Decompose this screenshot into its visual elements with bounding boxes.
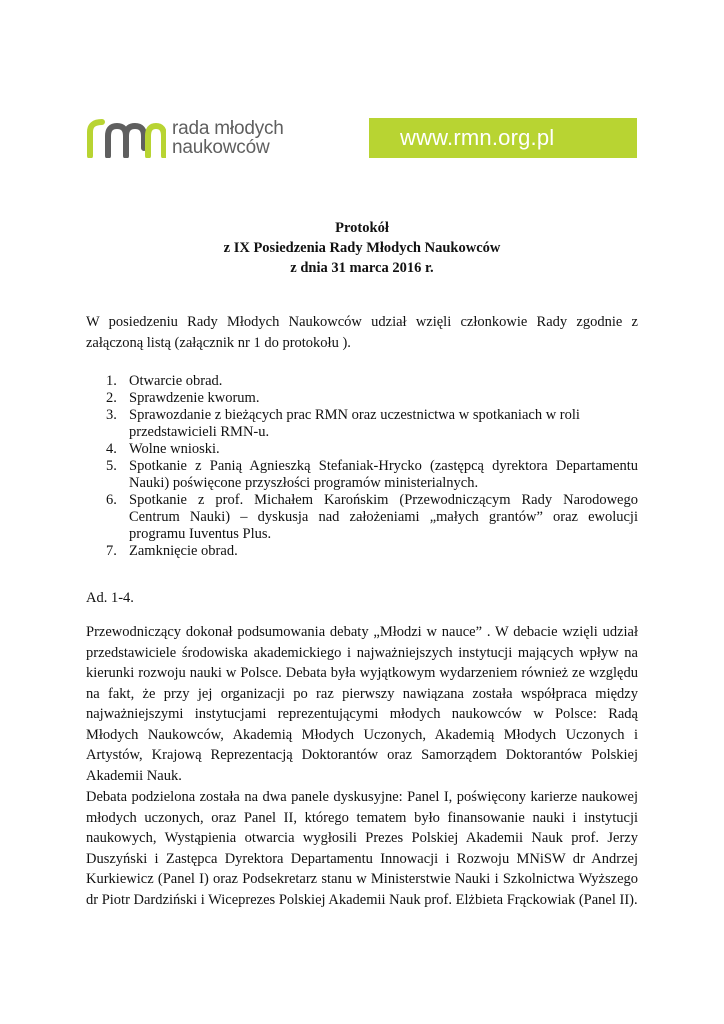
title-line-3: z dnia 31 marca 2016 r. — [290, 260, 434, 276]
agenda-item-number: 7. — [106, 543, 117, 559]
agenda-item — [86, 492, 638, 543]
rmn-logo — [86, 118, 316, 164]
agenda-item-number: 2. — [106, 390, 117, 406]
logo-line-1: rada młodych — [172, 118, 284, 139]
title-line-2: z IX Posiedzenia Rady Młodych Naukowców — [223, 240, 501, 256]
body-paragraph-1: Przewodniczący dokonał podsumowania debaty „Młodzi w nauce” . W debacie wzięli udział przedstawiciele środowiska akademickiego i najważniejszych instytucji mających wpływ na kierunki rozwoju nauki w Polsce. Debata była wyjątkowym wydarzeniem również ze względu na fakt, że przy jej organizacji po raz pierwszy nawiązana została współpraca między najważniejszymi instytucjami reprezentującymi młodych naukowców w Polsce: Radą Młodych Naukowców, Akademią Młodych Uczonych, Akademią Młodych Uczonych i Artystów, Krajową Reprezentacją Doktorantów oraz Samorządem Doktorantów Polskiej Akademii Nauk. — [86, 624, 638, 784]
agenda-list — [86, 373, 638, 560]
document-title — [86, 218, 638, 278]
website-url: www.rmn.org.pl — [400, 125, 555, 150]
url-banner — [369, 118, 637, 158]
agenda-item-text: Sprawdzenie kworum. — [129, 390, 260, 406]
agenda-item — [86, 390, 638, 407]
agenda-item-number: 4. — [106, 441, 117, 457]
agenda-item-number: 3. — [106, 407, 117, 423]
agenda-item — [86, 407, 638, 441]
agenda-item-number: 1. — [106, 373, 117, 389]
title-line-1: Protokół — [335, 220, 389, 236]
agenda-item-text: Spotkanie z prof. Michałem Karońskim (Przewodniczącym Rady Narodowego Centrum Nauki) – dyskusja nad założeniami „małych grantów” oraz ewolucji programu Iuventus Plus. — [129, 492, 638, 542]
logo-line-2: naukowców — [172, 137, 270, 158]
agenda-item-text: Wolne wnioski. — [129, 441, 220, 457]
agenda-item — [86, 543, 638, 560]
agenda-item-text: Otwarcie obrad. — [129, 373, 223, 389]
agenda-item-number: 6. — [106, 492, 117, 508]
logo-wordmark — [172, 119, 284, 157]
agenda-item — [86, 441, 638, 458]
rmn-logo-mark — [86, 118, 166, 158]
agenda-item — [86, 373, 638, 390]
section-heading: Ad. 1-4. — [86, 590, 134, 606]
intro-paragraph: W posiedzeniu Rady Młodych Naukowców udział wzięli członkowie Rady zgodnie z załączoną listą (załącznik nr 1 do protokołu ). — [86, 314, 638, 351]
agenda-item-text: Zamknięcie obrad. — [129, 543, 238, 559]
agenda-item-number: 5. — [106, 458, 117, 474]
agenda-item-text: Sprawozdanie z bieżących prac RMN oraz uczestnictwa w spotkaniach w roli przedstawicieli RMN-u. — [129, 407, 580, 440]
agenda-item — [86, 458, 638, 492]
body-paragraph-2: Debata podzielona została na dwa panele dyskusyjne: Panel I, poświęcony karierze naukowej młodych uczonych, oraz Panel II, którego tematem było finansowanie nauki i instytucji naukowych, Wystąpienia otwarcia wygłosili Prezes Polskiej Akademii Nauk prof. Jerzy Duszyński i Zastępca Dyrektora Departamentu Innowacji i Rozwoju MNiSW dr Andrzej Kurkiewicz (Panel I) oraz Podsekretarz stanu w Ministerstwie Nauki i Szkolnictwa Wyższego dr Piotr Dardziński i Wiceprezes Polskiej Akademii Nauk prof. Elżbieta Frąckowiak (Panel II). — [86, 789, 638, 908]
agenda-item-text: Spotkanie z Panią Agnieszką Stefaniak-Hrycko (zastępcą dyrektora Departamentu Nauki) poświęcone przyszłości programów ministerialnych. — [129, 458, 638, 491]
